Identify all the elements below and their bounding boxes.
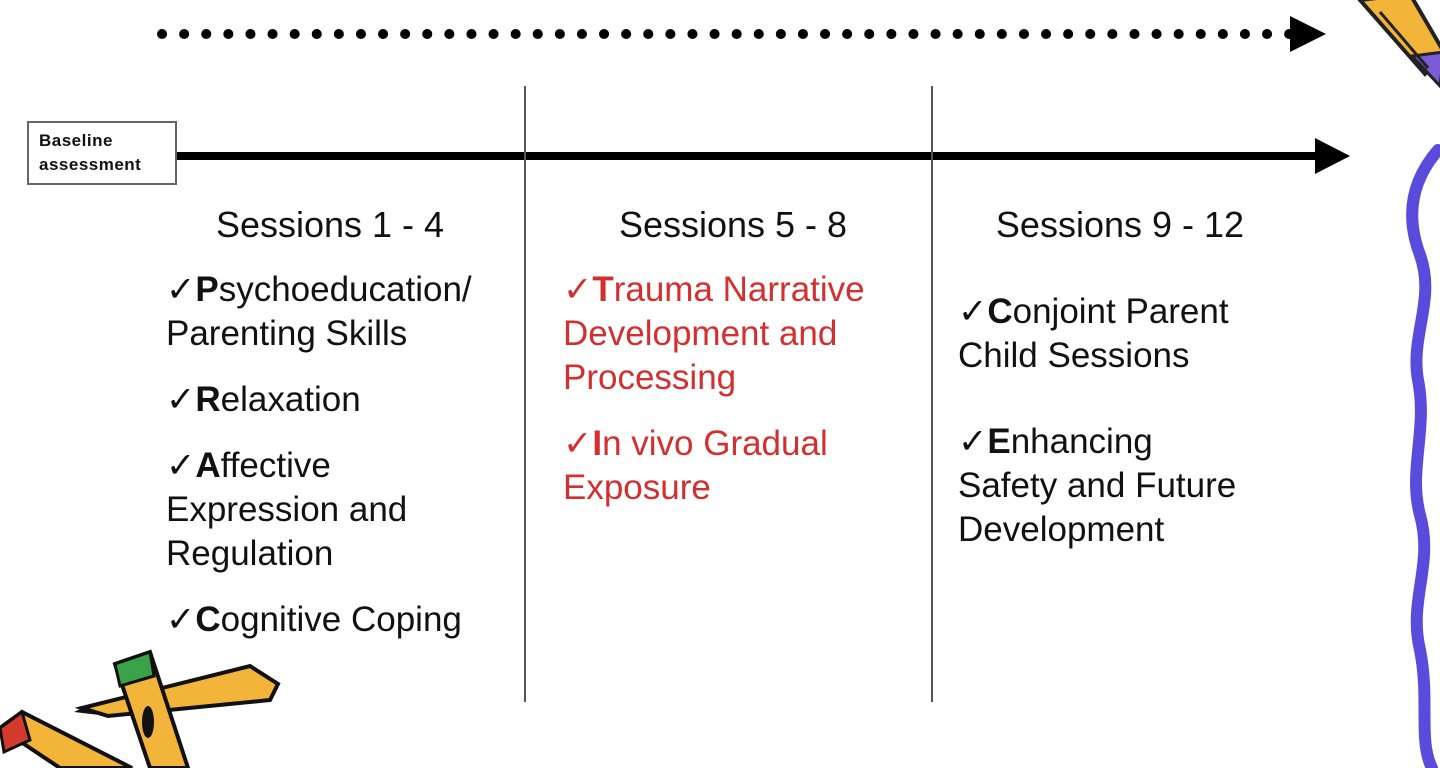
item-text: onjoint Parent Child Sessions [958,292,1229,375]
phase-title: Sessions 5 - 8 [618,204,848,245]
checkmark-icon: ✓ [958,422,988,461]
checkmark-icon: ✓ [958,292,988,331]
baseline-assessment-box [27,121,177,185]
item-text: sychoeducation/ Parenting Skills [166,270,472,353]
item-initial: P [195,270,219,309]
wavy-line-decoration [1412,150,1438,768]
phase-items [563,268,903,510]
list-item [563,268,903,400]
list-item [166,268,506,356]
phase-title: Sessions 1 - 4 [215,204,445,245]
item-text: ognitive Coping [220,600,462,639]
list-item [166,598,506,642]
item-initial: E [987,422,1011,461]
dotted-arrow [162,16,1326,52]
item-initial: I [592,424,603,463]
item-initial: C [987,292,1013,331]
phase-column-1 [166,200,506,642]
checkmark-icon: ✓ [166,380,196,419]
phase-title: Sessions 9 - 12 [995,204,1245,245]
list-item [958,290,1258,378]
list-item [563,422,863,510]
pencil-icon [1360,0,1440,86]
item-text: rauma Narrative Development and Processing [563,270,865,397]
checkmark-icon: ✓ [166,270,196,309]
item-text: elaxation [220,380,361,419]
timeline-arrow [177,138,1350,174]
phase-items [958,290,1278,552]
item-initial: R [195,380,221,419]
phase-column-3 [958,200,1278,552]
list-item [958,420,1258,552]
checkmark-icon: ✓ [166,600,196,639]
item-initial: C [195,600,221,639]
crayon-icon [0,652,278,768]
item-text: n vivo Gradual Exposure [563,424,828,507]
item-text: nhancing Safety and Future Development [958,422,1237,549]
baseline-label-line1: Baseline [39,131,113,150]
checkmark-icon: ✓ [563,270,593,309]
item-text: ffective Expression and Regulation [166,446,408,573]
checkmark-icon: ✓ [563,424,593,463]
list-item [166,444,436,576]
list-item [166,378,506,422]
checkmark-icon: ✓ [166,446,196,485]
phase-items [166,268,506,642]
item-initial: A [195,446,221,485]
phase-column-2 [563,200,903,510]
item-initial: T [592,270,614,309]
baseline-label-line2: assessment [39,155,142,174]
